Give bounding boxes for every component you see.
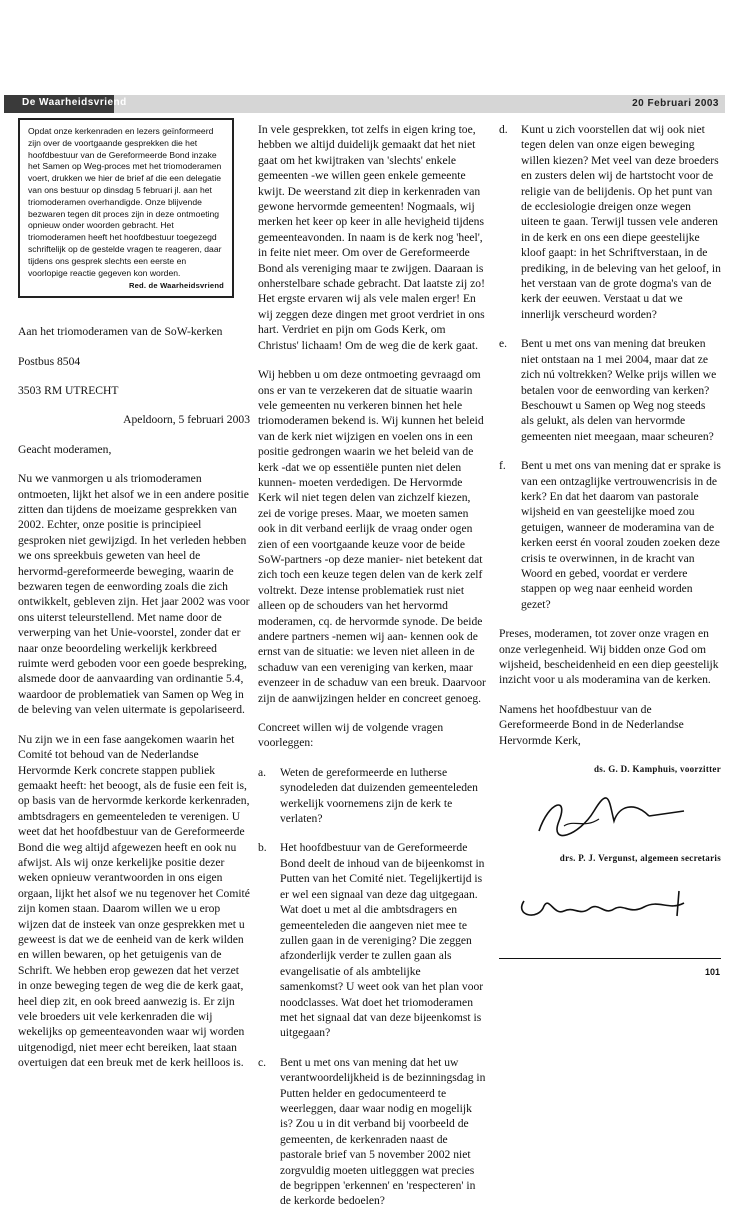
question-letter: b.	[258, 841, 267, 855]
signer-secretary: drs. P. J. Vergunst, algemeen secretaris	[559, 853, 721, 864]
question-letter: f.	[499, 459, 506, 473]
question-item	[499, 122, 721, 322]
question-letter: d.	[499, 123, 508, 136]
column-3	[499, 122, 721, 941]
place-date: Apeldoorn, 5 februari 2003	[123, 413, 250, 427]
paragraph: Nu zijn we in een fase aangekomen waarin het Comité tot behoud van de Nederlandse Hervormde Kerk concrete stappen publiek gemaakt heeft: het beoogt, als de fusie een feit is, op basis van de hervormde kerkorde kerkenraden, ambtsdragers en gemeenteleden te verenigen. U weet dat het hoofdbestuur van de Gereformeerde Bond die weg altijd afgewezen heeft en ook nu afwijst. Als wij onze kerkelijke positie dezer weken opnieuw verantwoorden in ons eigen orgaan, lijkt het alsof we nu tegenover het Comité zijn komen staan. Daarom willen we u erop wijzen dat de insteek van onze gesprekken met u geweest is dat we de eenheid van de kerk wilden en willen bewaren, op het getuigenis van de Schrift. We hebben erop gewezen dat het verzet in onze beweging tegen de weg die de kerk gaat, heel diep zit, en ook breed aanwezig is. Er zijn vele broeders uit vele kerkenraden die wij wekelijks op gemeenteavonden waar wij worden uitgenodigd, niet meer echt bereiken, laat staan overtuigen dat een breuk met de kerk heilloos is.	[18, 732, 250, 1070]
salutation: Geacht moderamen,	[18, 442, 112, 456]
column-1	[18, 118, 250, 1085]
on-behalf-line: Namens het hoofdbestuur van de Gereformeerde Bond in de Nederlandse Hervormde Kerk,	[499, 702, 684, 747]
question-letter: a.	[258, 765, 267, 779]
question-text: Kunt u zich voorstellen dat wij ook niet tegen delen van onze eigen beweging willen kiezen? Met veel van deze broeders en zusters delen wij de hartstocht voor de religie van de belijdenis. Op het punt van de ecclesiologie dreigen onze wegen uiteen te gaan. Terwijl tussen vele anderen in de kerk en ons een diepe geestelijke kloof gaapt: in het Schriftverstaan, in de prediking, in de beleving van het geloof, in het verstaan van de grote dogma's van de kerk der eeuwen. Verstaat u dat we innerlijk verscheurd worden?	[521, 123, 721, 321]
paragraph: Nu we vanmorgen u als triomoderamen ontmoeten, lijkt het alsof we in een andere positie zitten dan tijdens de moeizame gesprekken van 2002. Echter, onze positie is principieel gesproken niet gewijzigd. In het verleden hebben we ons spreekbuis geweten van heel de hervormd-gereformeerde beweging, waarin de bezwaren tegen de eenwording zoals die zich ontwikkelt, gebleven zijn. Het jaar 2002 was voor ons uiterst teleurstellend. Met name door de verwerping van het Unie-voorstel, zonder dat er naar onze beoordeling werkelijk kerkbreed ruimte werd geboden voor een goede bespreking, alsmede door de aanvaarding van ordinantie 5.4, waardoor de problematiek van Samen op Weg in de beleving van velen uitermate is gepolariseerd.	[18, 472, 250, 717]
question-item	[499, 336, 721, 444]
question-letter: c.	[258, 1055, 267, 1069]
question-list-continued	[499, 122, 721, 612]
page-number: 101	[704, 967, 720, 977]
paragraph: Wij hebben u om deze ontmoeting gevraagd om ons er van te verzekeren dat de situatie waarin vele gemeenten nu verkeren binnen het hele triomoderamen bekend is. Wij kunnen het beleid van de kerk niet wijzigen en voelen ons in een positie gedrongen waarin we het beleid van de kerk -dat we op essentiële punten niet delen kunnen- moeten verdedigen. De Hervormde Kerk wil niet tegen delen van zichzelf kiezen, zei de vorige preses. Maar, we moeten samen ook in dit verband eerlijk de vraag onder ogen zien of een voortgaande keuze voor de beide SoW-partners -op deze manier- niet betekent dat zich toch een keuze tegen delen van de kerk zelf voltrekt. Deze intense problematiek rust niet alleen op de schouders van het hervormd moderamen, cq. de hervormde synode. De beide andere partners -nemen wij aan- kennen ook de ernst van de situatie: we leven niet alleen in de schaduw van een vereniging van kerken, maar evenzeer in de schaduw van een breuk. Daarvoor zijn de aanwijzingen helder en concreet genoeg.	[258, 368, 486, 705]
closing-paragraph: Preses, moderamen, tot zover onze vragen en onze verlegenheid. Wij bidden onze God om wijsheid, bescheidenheid en een diep geestelijk inzicht voor u als moderamina van de kerken.	[499, 627, 719, 687]
question-item	[499, 458, 721, 612]
editorial-intro-box	[18, 118, 234, 298]
running-header	[4, 95, 725, 113]
paragraph: Concreet willen wij de volgende vragen voorleggen:	[258, 721, 444, 750]
issue-date: 20 Februari 2003	[632, 98, 719, 109]
secretary-signature-icon	[499, 881, 699, 931]
question-text: Weten de gereformeerde en lutherse synodeleden dat duizenden gemeenteleden werkelijk voornemens zijn de kerk te verlaten?	[280, 765, 478, 826]
question-list	[258, 765, 486, 1209]
question-item	[258, 840, 486, 1040]
address-line-1: Aan het triomoderamen van de SoW-kerken	[18, 325, 223, 339]
question-letter: e.	[499, 337, 508, 351]
intro-text: Opdat onze kerkenraden en lezers geïnformeerd zijn over de voortgaande gesprekken die het hoofdbestuur van de Gereformeerde Bond inzake het Samen op Weg-proces met het triomoderamen voert, drukken we hier de brief af die een delegatie van ons bestuur op dinsdag 5 februari jl. aan het triomoderamen overhandigde. Onze blijvende bezwaren tegen dit proces zijn in deze ontmoeting opnieuw onder woorden gebracht. Het triomoderamen heeft het hoofdbestuur toegezegd schriftelijk op de gestelde vragen te reageren, daar tijdens ons gesprek slechts een eerste en voorlopige reactie gegeven kon worden.	[28, 126, 222, 278]
question-item	[258, 765, 486, 827]
signer-chairman: ds. G. D. Kamphuis, voorzitter	[594, 764, 721, 775]
question-text: Bent u met ons van mening dat er sprake is van een ontzaglijke vertrouwencrisis in de kerk? En dat het daarom van pastorale wijsheid en van geestelijke moed zou getuigen, wanneer de moderamina van de kerken eerst én vooral zouden zoeken deze crisis te overwinnen, in de kracht van Woord en gebed, voordat er verdere stappen op weg naar eenheid worden gezet?	[521, 459, 721, 611]
address-line-2: Postbus 8504	[18, 354, 81, 368]
signature-divider	[499, 958, 721, 959]
publication-name: De Waarheidsvriend	[22, 97, 127, 108]
column-2	[258, 122, 486, 1223]
question-text: Bent u met ons van mening dat breuken niet ontstaan na 1 mei 2004, maar dat ze zich nú voltrekken? Welke prijs willen we betalen voor de eenwording van kerken? Beschouwt u Samen op Weg nog steeds als gelukt, als delen van hervormde gemeenten niet meegaan, maar scheuren?	[521, 337, 717, 443]
paragraph: In vele gesprekken, tot zelfs in eigen kring toe, hebben we altijd duidelijk gemaakt dat het niet gaat om het kwijtraken van 'slechts' enkele gemeenten -we willen geen enkele gemeente kwijt. De weerstand zit diep in kerkenraden van gewone hervormde gemeenten! Nogmaals, wij merken het keer op keer in alle hevigheid tijdens gemeenteavonden. In naam is de kerk nog 'heel', in feite niet meer. Om over de Gereformeerde Bond als vereniging maar te zwijgen. Daaraan is onherstelbare schade gebracht. Dat laatste zij zo! Het ergste ervaren wij als vele malen erger! En wij zeggen deze dingen met groot verdriet in ons hart. Verdriet en pijn om Gods Kerk, om Christus' lichaam! Om de weg die de kerk gaat.	[258, 123, 485, 352]
chairman-signature-icon	[499, 791, 699, 841]
address-line-3: 3503 RM UTRECHT	[18, 383, 119, 397]
question-item	[258, 1055, 486, 1209]
editorial-signature: Red. de Waarheidsvriend	[128, 281, 224, 291]
question-text: Bent u met ons van mening dat het uw verantwoordelijkheid is de bezinningsdag in Putten helder en gedocumenteerd te weerleggen, daar waar nodig en mogelijk is? Zou u in dit verband bij voorbeeld de gemeenten, de kerkenraden naast de pastorale brief van 5 november 2002 niet zorgvuldig moeten uitlegggen wat precies de begrippen 'erkennen' en 'respecteren' in de kerkorde bedoelen?	[280, 1055, 486, 1208]
question-text: Het hoofdbestuur van de Gereformeerde Bond deelt de inhoud van de bijeenkomst in Putten van het Comité niet. Tegelijkertijd is er wel een signaal van deze dag uitgegaan. Wat doet u met al die ambtsdragers en gemeenteleden die aangeven niet mee te zullen gaan in de vereniging? Die zeggen afzonderlijk verder te zullen gaan als evangelisatie of als ambtelijke samenkomst? U weet ook van het plan voor noodclasses. Wat doet het triomoderamen met het signaal dat van deze bijeenkomst is uitgegaan?	[280, 841, 485, 1040]
